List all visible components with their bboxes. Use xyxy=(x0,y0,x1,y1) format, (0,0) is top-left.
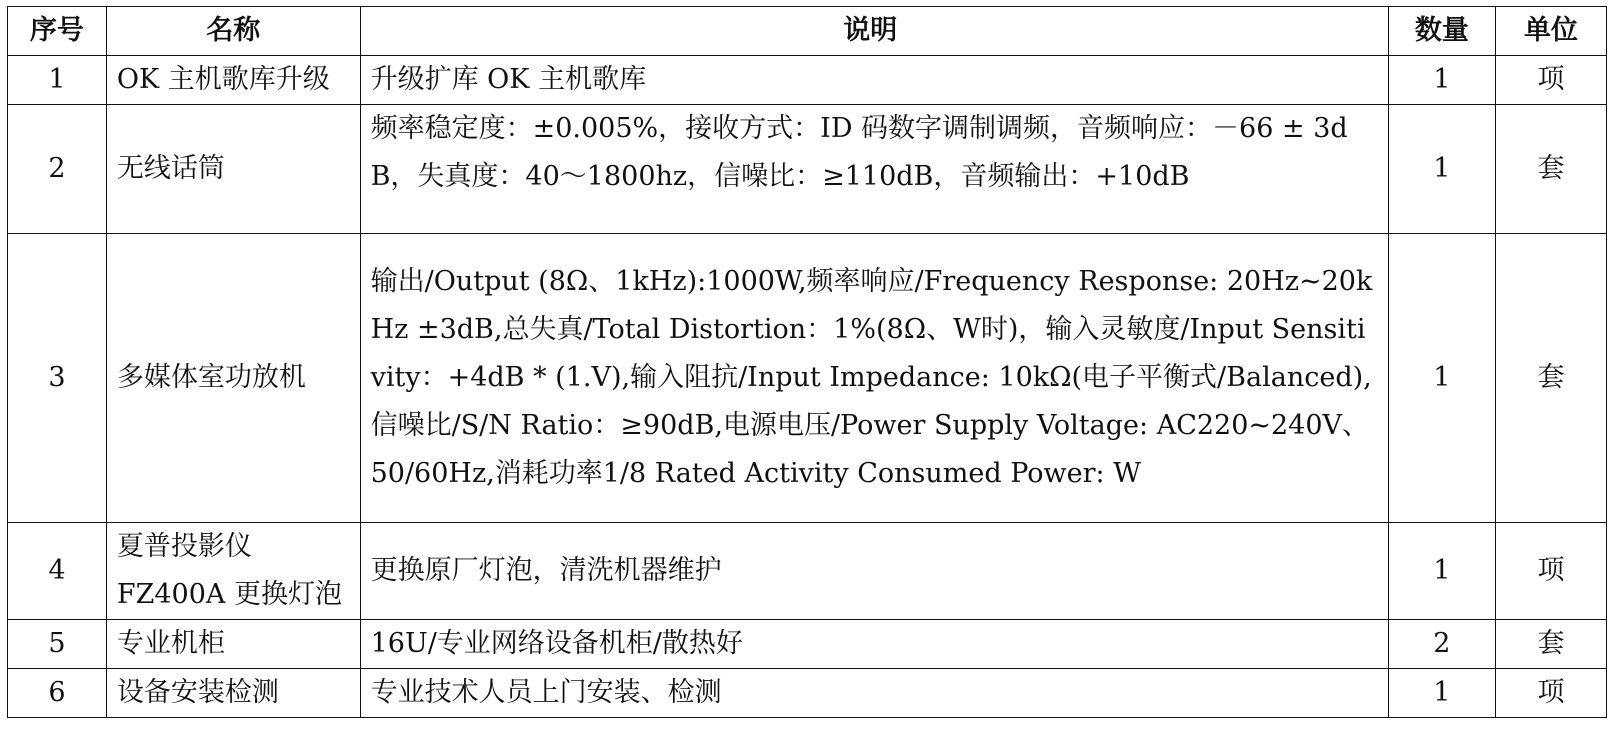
row-quantity: 1 xyxy=(1388,669,1495,718)
row-name: OK 主机歌库升级 xyxy=(106,56,360,105)
header-description: 说明 xyxy=(360,7,1388,56)
row-name xyxy=(106,523,360,620)
row-index: 4 xyxy=(8,523,107,620)
row-unit: 套 xyxy=(1495,105,1606,234)
row-name-line1: 夏普投影仪 xyxy=(116,531,252,562)
row-description: 频率稳定度：±0.005%，接收方式：ID 码数字调制调频，音频响应：－66 ± 3dB，失真度：40～1800hz，信噪比：≥110dB，音频输出：+10dB xyxy=(360,105,1388,234)
row-description: 输出/Output (8Ω、1kHz):1000W,频率响应/Frequency Response: 20Hz~20kHz ±3dB,总失真/Total Distortion：1%(8Ω、W时)，输入灵敏度/Input Sensitivity：+4dB * (1.V),输入阻抗/Input Impedance: 10kΩ(电子平衡式/Balanced), 信噪比/S/N Ratio：≥90dB,电源电压/Power Supply Voltage: AC220~240V、50/60Hz,消耗功率1/8 Rated Activity Consumed Power: W xyxy=(360,234,1388,523)
row-name: 设备安装检测 xyxy=(106,669,360,718)
row-description: 升级扩库 OK 主机歌库 xyxy=(360,56,1388,105)
row-quantity: 1 xyxy=(1388,56,1495,105)
row-index: 2 xyxy=(8,105,107,234)
equipment-spec-table xyxy=(7,6,1607,718)
row-quantity: 2 xyxy=(1388,620,1495,669)
table-row xyxy=(8,669,1607,718)
header-name: 名称 xyxy=(106,7,360,56)
row-quantity: 1 xyxy=(1388,523,1495,620)
header-unit: 单位 xyxy=(1495,7,1606,56)
header-quantity: 数量 xyxy=(1388,7,1495,56)
table-row xyxy=(8,523,1607,620)
row-unit: 项 xyxy=(1495,523,1606,620)
row-index: 6 xyxy=(8,669,107,718)
table-row xyxy=(8,234,1607,523)
row-description: 专业技术人员上门安装、检测 xyxy=(360,669,1388,718)
row-unit: 套 xyxy=(1495,234,1606,523)
row-index: 5 xyxy=(8,620,107,669)
row-name: 多媒体室功放机 xyxy=(106,234,360,523)
row-quantity: 1 xyxy=(1388,105,1495,234)
row-name-line2: FZ400A 更换灯泡 xyxy=(116,579,342,610)
row-index: 1 xyxy=(8,56,107,105)
row-unit: 套 xyxy=(1495,620,1606,669)
header-row xyxy=(8,7,1607,56)
table-row xyxy=(8,56,1607,105)
row-description: 更换原厂灯泡，清洗机器维护 xyxy=(360,523,1388,620)
row-unit: 项 xyxy=(1495,669,1606,718)
table-row xyxy=(8,620,1607,669)
row-index: 3 xyxy=(8,234,107,523)
row-name: 专业机柜 xyxy=(106,620,360,669)
row-unit: 项 xyxy=(1495,56,1606,105)
row-description: 16U/专业网络设备机柜/散热好 xyxy=(360,620,1388,669)
row-name: 无线话筒 xyxy=(106,105,360,234)
header-index: 序号 xyxy=(8,7,107,56)
row-quantity: 1 xyxy=(1388,234,1495,523)
table-row xyxy=(8,105,1607,234)
